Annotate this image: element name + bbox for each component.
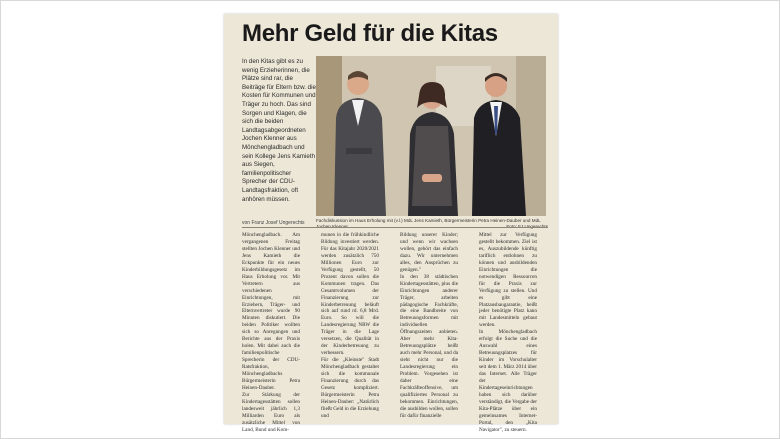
photo-caption <box>316 218 548 230</box>
caption-text: Fachdiskussion im Haus Erholung mit (v.l.) MdL Jens Kamieth, Bürgermeisterin Petra Heinen-Dauber und MdL <box>316 218 541 223</box>
group-photo-illustration <box>316 56 546 216</box>
article-column-2: munen in die frühkindliche Bildung investiert werden. Für das Kitajahr 2020/2021 werden zusätzlich 750 Millionen Euro zur Verfügung gestellt, 50 Prozent davon sollen die Kommunen tragen. Das Gesamtvolumen der Finanzierung zur Kinderbetreuung beläuft sich auf rund rd. 6,8 Mrd. Euro. So will die Landesregierung NRW die Träger in die Lage versetzen, die Qualität in der Kinderbetreuung zu verbessern. Für die „Kleinste" Stadt Mönchengladbach gestaltet sich die kommunale Finanzierung durch das Gesetz kompliziert. Bürgermeisterin Petra Heinen-Dauber: „Natürlich fließt Geld in die Erziehung und <box>321 232 379 419</box>
article-lead: In den Kitas gibt es zu wenig Erzieherinnen, die Plätze sind rar, die Beiträge für Eltern bzw. die Kosten für Kommunen und Träger zu hoch. Das sind Sorgen und Klagen, die sich die beiden Landtagsabgeordneten Jochen Klenner aus Mönchengladbach und sein Kollege Jens Kamieth aus Siegen, familienpolitischer Sprecher der CDU-Landtagsfraktion, oft anhören müssen. <box>242 58 316 203</box>
article-photo <box>316 56 546 216</box>
article-author: von Franz Josef Ungerechts <box>242 220 305 226</box>
article-column-3: Bildung unserer Kinder; und wenn wir wachsen wollen, gehört das einfach dazu. Wir unternehmen alles, den Ansprüchen zu genügen." In den 38 städtischen Kindertagesstätten, plus die Einrichtungen anderer Träger, arbeiten pädagogische Fachkräfte, die eine Bandbreite von Betreuungsformen mit individuellen Öffnungszeiten anbieten. Aber mehr Kita-Betreuungsplätze heißt auch mehr Personal, und da sieht nicht nur die Landesregierung ein Problem. Vorgesehen ist daher eine Fachkräfteoffensive, um qualifiziertes Personal zu bekommen. Einrichtungen, die ausbilden wollen, sollen für dafür finanzielle <box>400 232 458 419</box>
article-headline: Mehr Geld für die Kitas <box>242 20 498 47</box>
newspaper-clipping <box>224 14 558 433</box>
section-divider <box>242 227 548 228</box>
article-column-1: Mönchengladbach. Am vergangenen Freitag stellten Jochen Klenner und Jens Kamieth die Eckpunkte für ein neues Kinderbildungsgesetz im Haus Erholung vor. Mit Vertretern aus verschiedenen Einrichtungen, mit Erziehern, Träger- und Elternvertreter wurde 90 Minuten diskutiert. Die beiden Politiker wollten sich so Anregungen und Berichte aus der Praxis holen. Mit dabei auch die familienpolitische Sprecherin der CDU-Ratsfraktion, Mönchengladbachs Bürgermeisterin Petra Heinen-Dauber. Zur Stärkung der Kindertagesstätten sollen landesweit jährlich 1,3 Milliarden Euro als zusätzliche Mittel von Land, Bund und Kom- <box>242 232 300 433</box>
article-column-4: Mittel zur Verfügung gestellt bekommen. Ziel ist es, Auszubildende künftig tariflich entlohnen zu können und ausbildenden Einrichtungen die notwendigen Ressourcen für die Praxis zur Verfügung zu stellen. Und es gibt eine Platzausbaugarantie, heißt jeder benötigte Platz kann mit Landesmitteln gebaut werden. In Mönchengladbach erfolgt die Suche und die Auswahl eines Betreuungsplatzes für Kinder im Vorschulalter seit dem 1. März 2014 über das Internet. Alle Träger der Kindertageseinrichtungen haben sich darüber verständigt, die Vergabe der Kita-Plätze über ein gemeinsames Internet-Portal, den „Kita Navigator", zu steuern. <box>479 232 538 433</box>
